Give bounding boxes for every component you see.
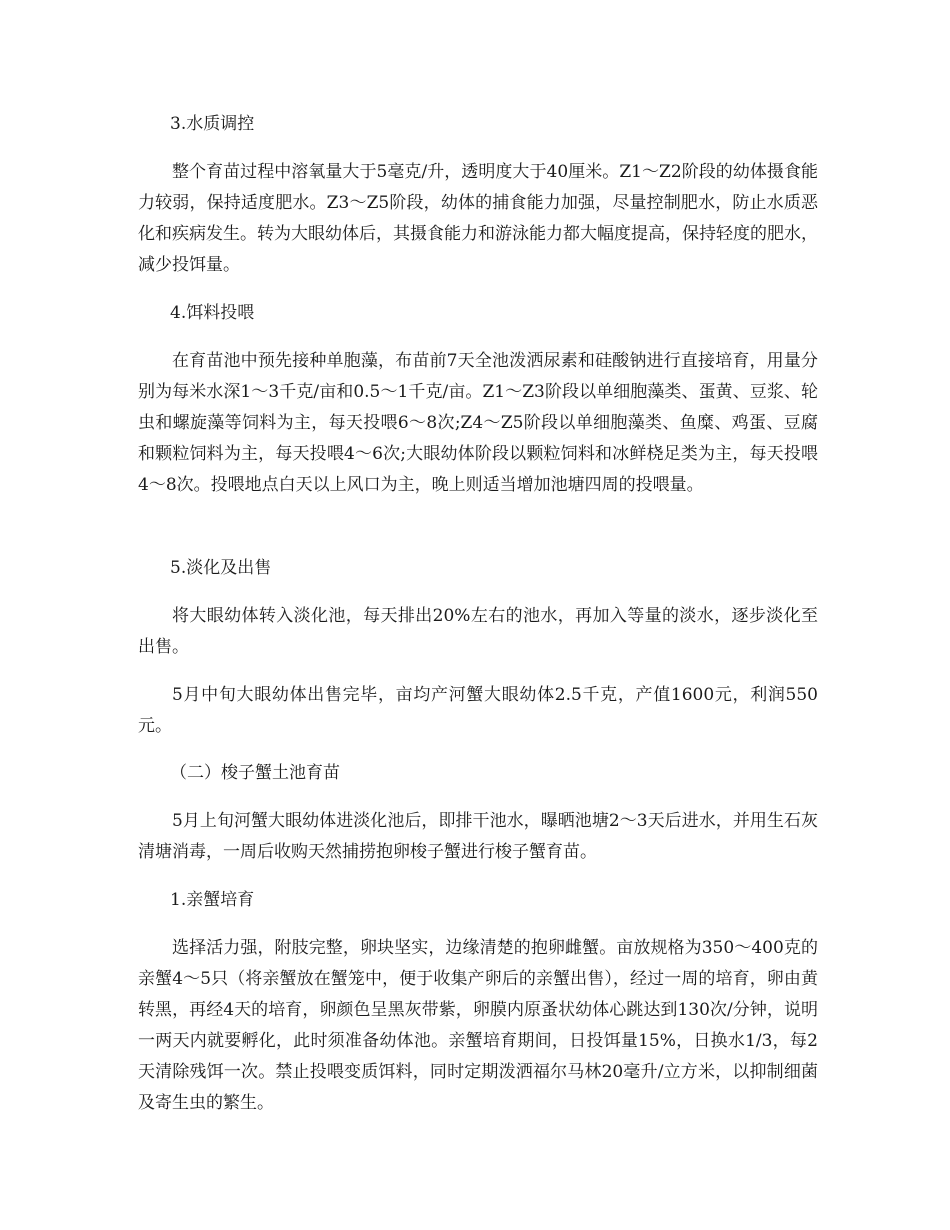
section-heading-broodstock: 1.亲蟹培育 [170, 890, 255, 910]
section-heading-water-quality: 3.水质调控 [170, 114, 255, 134]
paragraph-pond-preparation: 5月上旬河蟹大眼幼体进淡化池后，即排干池水，曝晒池塘2～3天后进水，并用生石灰清塘消毒，一周后收购天然捕捞抱卵梭子蟹进行梭子蟹育苗。 [138, 811, 818, 862]
section-heading-desalination: 5.淡化及出售 [170, 558, 272, 578]
section-heading-feeding: 4.饵料投喂 [170, 303, 255, 323]
section-heading-swimming-crab: （二）梭子蟹土池育苗 [170, 763, 340, 783]
paragraph-sales-result: 5月中旬大眼幼体出售完毕，亩均产河蟹大眼幼体2.5千克，产值1600元，利润550元。 [138, 685, 818, 736]
paragraph-feeding: 在育苗池中预先接种单胞藻，布苗前7天全池泼洒尿素和硅酸钠进行直接培育，用量分别为每米水深1～3千克/亩和0.5～1千克/亩。Z1～Z3阶段以单细胞藻类、蛋黄、豆浆、轮虫和螺旋藻等饲料为主，每天投喂6～8次;Z4～Z5阶段以单细胞藻类、鱼糜、鸡蛋、豆腐和颗粒饲料为主，每天投喂4～6次;大眼幼体阶段以颗粒饲料和冰鲜桡足类为主，每天投喂4～8次。投喂地点白天以上风口为主，晚上则适当增加池塘四周的投喂量。 [138, 351, 818, 495]
paragraph-desalination: 将大眼幼体转入淡化池，每天排出20%左右的池水，再加入等量的淡水，逐步淡化至出售。 [138, 606, 818, 657]
paragraph-broodstock: 选择活力强，附肢完整，卵块坚实，边缘清楚的抱卵雌蟹。亩放规格为350～400克的亲蟹4～5只（将亲蟹放在蟹笼中，便于收集产卵后的亲蟹出售），经过一周的培育，卵由黄转黑，再经4天的培育，卵颜色呈黑灰带紫，卵膜内原蚤状幼体心跳达到130次/分钟，说明一两天内就要孵化，此时须准备幼体池。亲蟹培育期间，日投饵量15%，日换水1/3，每2天清除残饵一次。禁止投喂变质饵料，同时定期泼洒福尔马林20毫升/立方米，以抑制细菌及寄生虫的繁生。 [138, 938, 818, 1113]
paragraph-water-quality: 整个育苗过程中溶氧量大于5毫克/升，透明度大于40厘米。Z1～Z2阶段的幼体摄食能力较弱，保持适度肥水。Z3～Z5阶段，幼体的捕食能力加强，尽量控制肥水，防止水质恶化和疾病发生。转为大眼幼体后，其摄食能力和游泳能力都大幅度提高，保持轻度的肥水，减少投饵量。 [138, 162, 818, 275]
